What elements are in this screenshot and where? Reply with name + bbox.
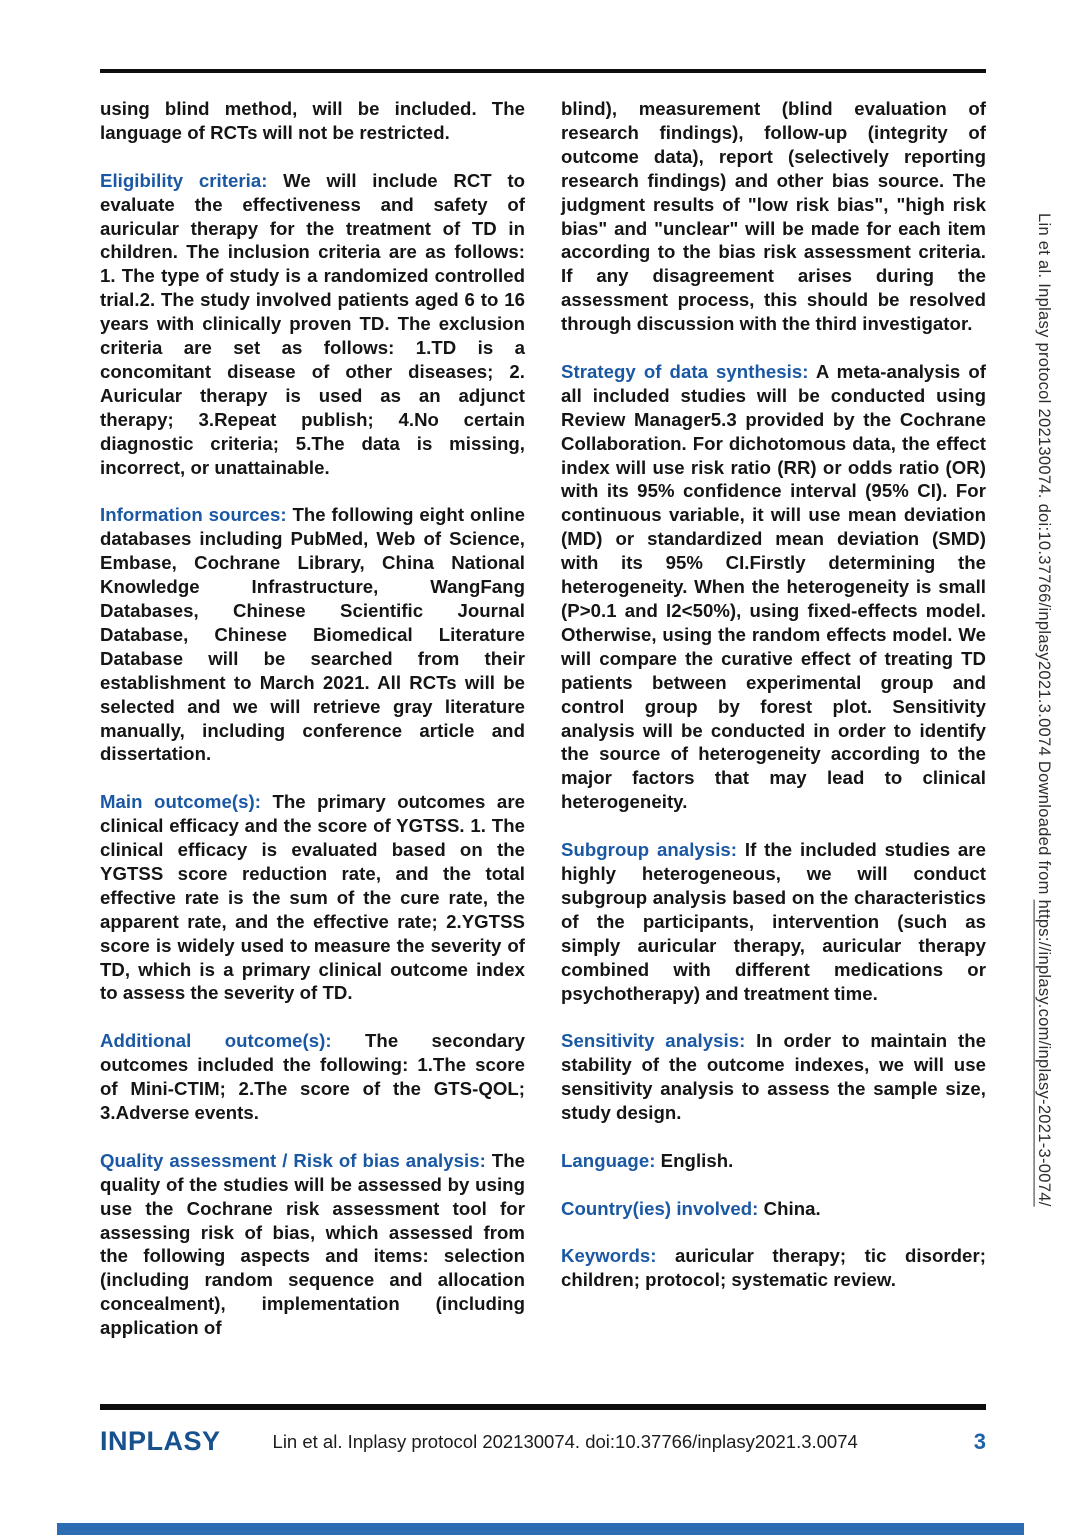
- section-text: blind), measurement (blind evaluation of research findings), follow-up (integrity of outcome data), report (selectively reporting research findings) and other bias source. The judgment results of "low risk bias", "high risk bias" and "unclear" will be made for each item according to the bias risk assessment criteria. If any disagreement arises during the assessment process, this should be resolved through discussion with the third investigator.: [561, 98, 986, 335]
- section-text: auricular therapy; tic disorder; children; protocol; systematic review.: [561, 1245, 986, 1291]
- section-label: Keywords:: [561, 1245, 675, 1267]
- section-label: Quality assessment / Risk of bias analysis:: [100, 1149, 492, 1171]
- section-label: Information sources:: [100, 504, 293, 526]
- section-text: The following eight online databases including PubMed, Web of Science, Embase, Cochrane Library, China National Knowledge Infrastructure, WangFang Databases, Chinese Scientific Journal Database, Chinese Biomedical Literature Database will be searched from their establishment to March 2021. All RCTs will be selected and we will retrieve gray literature manually, including conference article and dissertation.: [100, 504, 525, 765]
- paragraph: [100, 97, 525, 145]
- footer: [100, 1426, 986, 1457]
- section-text: using blind method, will be included. The language of RCTs will not be restricted.: [100, 98, 525, 143]
- paragraph: [561, 97, 986, 336]
- section-text: A meta-analysis of all included studies will be conducted using Review Manager5.3 provided by the Cochrane Collaboration. For dichotomous data, the effect index will use risk ratio (RR) or odds ratio (OR) with its 95% confidence interval (95% CI). For continuous variable, it will use mean deviation (MD) or standardized mean deviation (SMD) with its 95% CI.Firstly determining the heterogeneity. When the heterogeneity is small (P>0.1 and I2<50%), using fixed-effects model. Otherwise, using the random effects model. We will compare the curative effect of treating TD patients between experimental group and control group by forest plot. Sensitivity analysis will be conducted in order to identify the source of heterogeneity according to the major factors that may lead to clinical heterogeneity.: [561, 360, 987, 813]
- section-text: We will include RCT to evaluate the effectiveness and safety of auricular therapy for the treatment of TD in children. The inclusion criteria are as follows: 1. The type of study is a randomized controlled trial.2. The study involved patients aged 6 to 16 years with clinically proven TD. The exclusion criteria are set as follows: 1.TD is a concomitant disease of other diseases; 2. Auricular therapy is used as an adjunct therapy; 3.Repeat publish; 4.No certain diagnostic criteria; 5.The data is missing, incorrect, or unattainable.: [100, 169, 525, 478]
- paragraph: [561, 838, 986, 1005]
- section-text: English.: [660, 1149, 734, 1171]
- paragraph: [561, 1149, 986, 1173]
- paragraph: [561, 1197, 986, 1221]
- section-text: The secondary outcomes included the following: 1.The score of Mini-CTIM; 2.The score of the GTS-QOL; 3.Adverse events.: [100, 1030, 525, 1123]
- two-column-text: [100, 97, 986, 1340]
- section-label: Main outcome(s):: [100, 791, 273, 813]
- section-text: China.: [763, 1197, 821, 1219]
- vertical-citation-text: Lin et al. Inplasy protocol 202130074. doi:10.37766/inplasy2021.3.0074 Downloaded from: [1035, 213, 1053, 900]
- paragraph: [100, 1149, 525, 1340]
- section-label: Country(ies) involved:: [561, 1197, 764, 1219]
- bottom-blue-bar: [57, 1523, 1024, 1535]
- right-column: [561, 97, 986, 1340]
- paragraph: [100, 503, 525, 766]
- section-label: Sensitivity analysis:: [561, 1030, 757, 1052]
- section-label: Eligibility criteria:: [100, 169, 284, 191]
- footer-citation: Lin et al. Inplasy protocol 202130074. doi:10.37766/inplasy2021.3.0074: [272, 1430, 858, 1452]
- inplasy-logo: INPLASY: [100, 1426, 221, 1456]
- paragraph: [100, 1029, 525, 1125]
- section-text: The primary outcomes are clinical efficacy and the score of YGTSS. 1. The clinical efficacy is evaluated based on the YGTSS score reduction rate, and the total effective rate is the sum of the cure rate, the apparent rate, and the effective rate; 2.YGTSS score is widely used to measure the severity of TD, which is a primary clinical outcome index to assess the severity of TD.: [100, 791, 525, 1004]
- left-column: [100, 97, 525, 1340]
- section-text: If the included studies are highly heterogeneous, we will conduct subgroup analysis based on the characteristics of the participants, intervention (such as simply auricular therapy, auricular therapy combined with different medications or psychotherapy) and treatment time.: [561, 839, 986, 1004]
- top-rule: [100, 69, 986, 73]
- section-label: Subgroup analysis:: [561, 839, 745, 861]
- vertical-citation-link[interactable]: https://inplasy.com/inplasy-2021-3-0074/: [1035, 899, 1053, 1207]
- paragraph: [561, 1029, 986, 1125]
- section-text: The quality of the studies will be assessed by using use the Cochrane risk assessment tool for assessing risk of bias, which assessed from the following aspects and items: selection (including random sequence and allocation concealment), implementation (including application of: [100, 1149, 525, 1339]
- section-label: Language:: [561, 1149, 661, 1171]
- section-label: Strategy of data synthesis:: [561, 360, 816, 382]
- page-number: 3: [973, 1428, 986, 1454]
- footer-rule: [100, 1404, 986, 1410]
- paragraph: [100, 169, 525, 480]
- section-label: Additional outcome(s):: [100, 1030, 365, 1052]
- section-text: In order to maintain the stability of the outcome indexes, we will use sensitivity analysis to assess the sample size, study design.: [561, 1030, 986, 1124]
- paragraph: [100, 790, 525, 1005]
- vertical-citation: [1034, 213, 1053, 1207]
- paragraph: [561, 1244, 986, 1292]
- paragraph: [561, 360, 986, 814]
